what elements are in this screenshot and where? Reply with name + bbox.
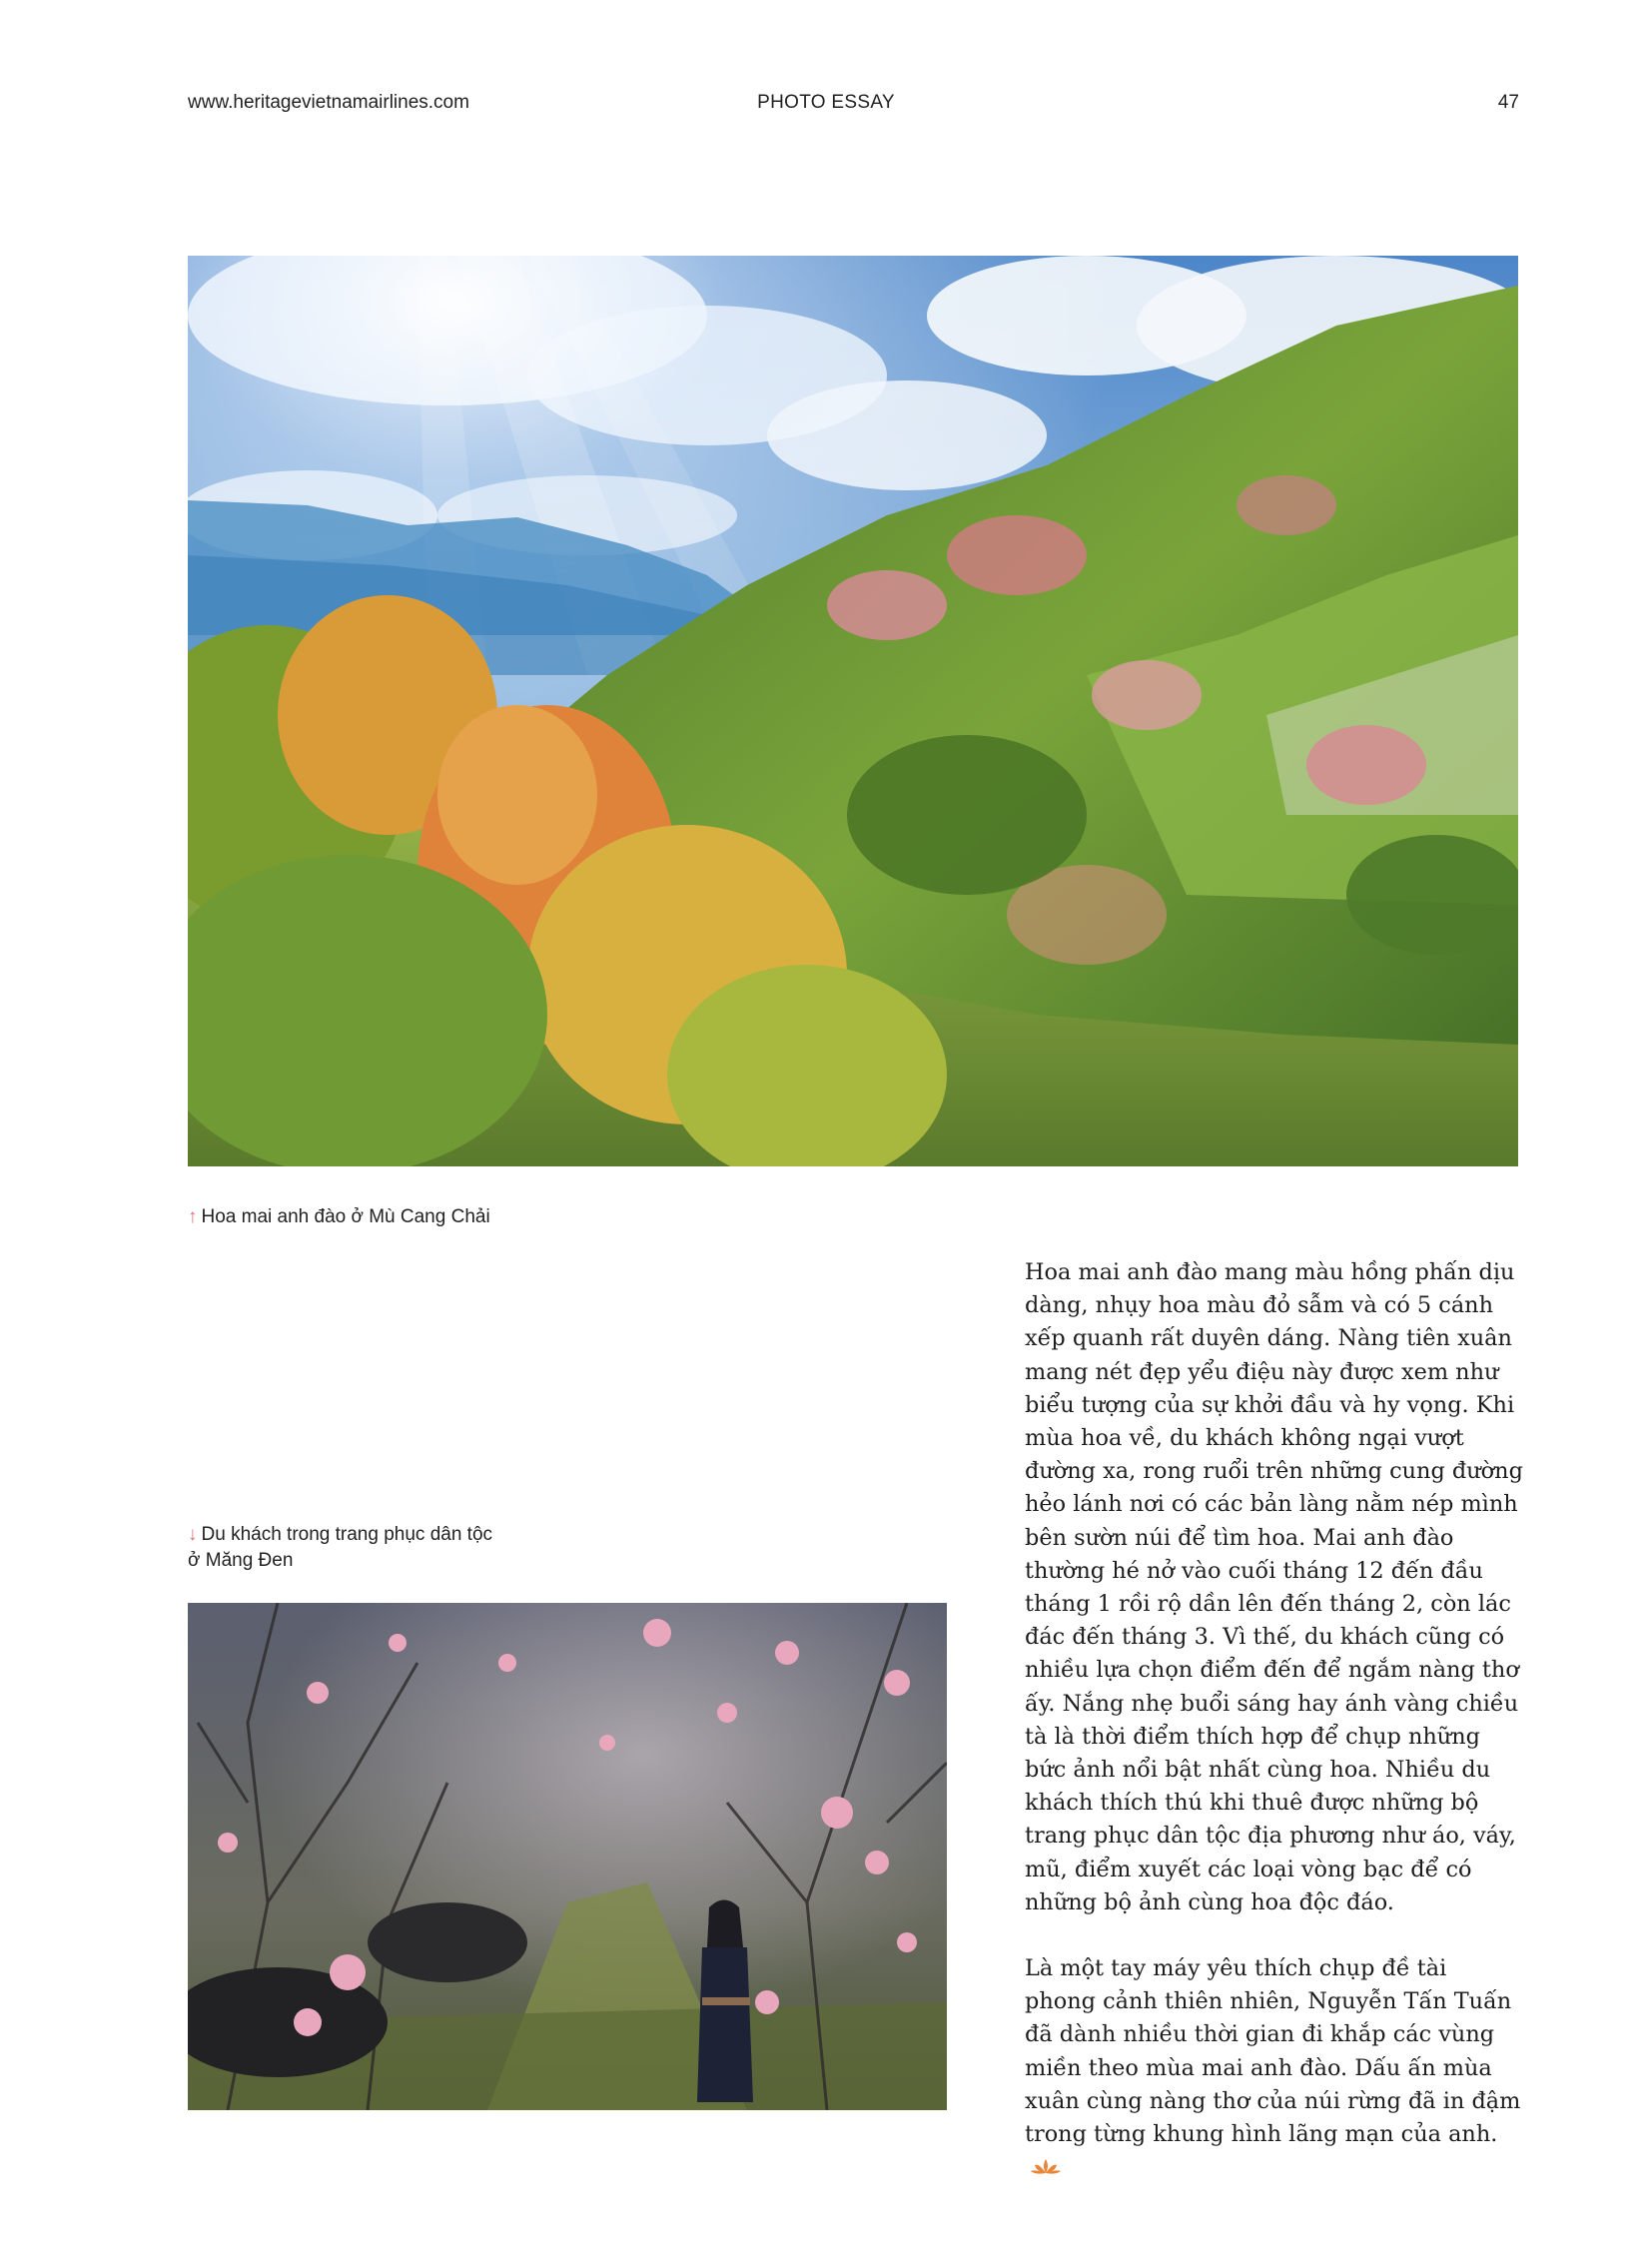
main-photo-caption-text: Hoa mai anh đào ở Mù Cang Chải (201, 1206, 490, 1227)
article-paragraph-2-text: Là một tay máy yêu thích chụp đề tài phong cảnh thiên nhiên, Nguyễn Tấn Tuấn đã dành nhiều thời gian đi khắp các vùng miền theo mùa mai anh đào. Dấu ấn mùa xuân cùng nàng thơ của núi rừng đã in đậm trong từng khung hình lãng mạn của anh. (1025, 1955, 1521, 2148)
small-photo-caption-line1: Du khách trong trang phục dân tộc (201, 1524, 493, 1545)
lotus-icon (1031, 2152, 1061, 2185)
small-photo-caption (188, 1522, 527, 1574)
section-title: PHOTO ESSAY (757, 92, 895, 113)
main-photo-caption (188, 1204, 490, 1230)
article-body (1025, 1256, 1524, 2218)
article-paragraph-1: Hoa mai anh đào mang màu hồng phấn dịu dàng, nhụy hoa màu đỏ sẫm và có 5 cánh xếp quanh rất duyên dáng. Nàng tiên xuân mang nét đẹp yểu điệu này được xem như biểu tượng của sự khởi đầu và hy vọng. Khi mùa hoa về, du khách không ngại vượt đường xa, rong ruổi trên những cung đường hẻo lánh nơi có các bản làng nằm nép mình bên sườn núi để tìm hoa. Mai anh đào thường hé nở vào cuối tháng 12 đến đầu tháng 1 rồi rộ dần lên đến tháng 2, còn lác đác đến tháng 3. Vì thế, du khách cũng có nhiều lựa chọn điểm đến để ngắm nàng thơ ấy. Nắng nhẹ buổi sáng hay ánh vàng chiều tà là thời điểm thích hợp để chụp những bức ảnh nổi bật nhất cùng hoa. Nhiều du khách thích thú khi thuê được những bộ trang phục dân tộc địa phương như áo, váy, mũ, điểm xuyết các loại vòng bạc để có những bộ ảnh cùng hoa độc đáo. (1025, 1259, 1523, 1915)
arrow-down-icon: ↓ (188, 1524, 198, 1545)
landscape-photo (188, 256, 1518, 1166)
page-number: 47 (1497, 92, 1519, 113)
page-header (0, 92, 1652, 122)
arrow-up-icon: ↑ (188, 1206, 198, 1227)
small-photo-caption-line2: ở Măng Đen (188, 1550, 294, 1571)
site-url[interactable]: www.heritagevietnamairlines.com (188, 92, 469, 113)
blossom-portrait-photo (188, 1603, 947, 2110)
article-paragraph-2 (1025, 1952, 1524, 2185)
